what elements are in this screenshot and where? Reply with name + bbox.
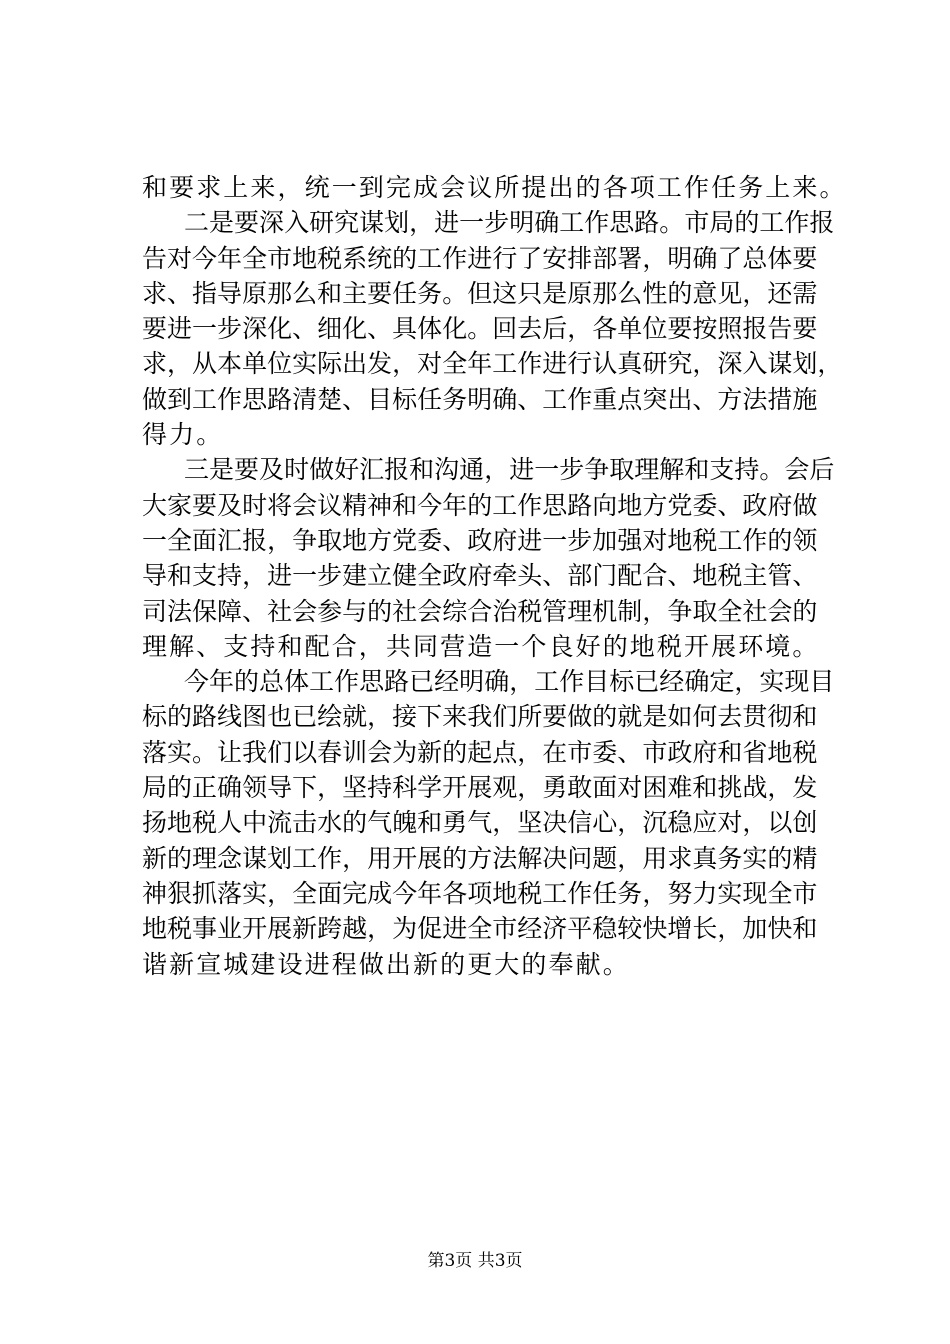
paragraph-line: 局 的 正 确 领 导 下 ， 坚 持 科 学 开 展 观 ， 勇 敢 面 对 困 难 和 挑 战 ， 发 [142, 773, 818, 803]
paragraph-line: 做 到 工 作 思 路 清 楚 、 目 标 任 务 明 确 、 工 作 重 点 突 出 、 方 法 措 施 [142, 384, 818, 414]
paragraph-line: 标 的 路 线 图 也 已 绘 就 ， 接 下 来 我 们 所 要 做 的 就 是 如 何 去 贯 彻 和 [142, 702, 818, 732]
paragraph-line: 谐新宣城建设进程做出新的更大的奉献。 [142, 949, 630, 979]
paragraph-line: 今 年 的 总 体 工 作 思 路 已 经 明 确 ， 工 作 目 标 已 经 确 定 ， 实 现 目 [184, 667, 835, 697]
paragraph-line: 理解、支持和配合，共同营造一个良好的地税开展环境。 [142, 631, 820, 661]
paragraph-line: 三 是 要 及 时 做 好 汇 报 和 沟 通 ， 进 一 步 争 取 理 解 和 支 持 。 会 后 [184, 455, 835, 485]
paragraph-line: 二 是 要 深 入 研 究 谋 划 ， 进 一 步 明 确 工 作 思 路 。 市 局 的 工 作 报 [184, 208, 835, 238]
paragraph-line: 地 税 事 业 开 展 新 跨 越 ， 为 促 进 全 市 经 济 平 稳 较 快 增 长 ， 加 快 和 [142, 914, 818, 944]
paragraph-line: 扬 地 税 人 中 流 击 水 的 气 魄 和 勇 气 ， 坚 决 信 心 ， 沉 稳 应 对 ， 以 创 [142, 808, 818, 838]
paragraph-line: 一 全 面 汇 报 ， 争 取 地 方 党 委 、 政 府 进 一 步 加 强 对 地 税 工 作 的 领 [142, 525, 818, 555]
paragraph-line: 司 法 保 障 、 社 会 参 与 的 社 会 综 合 治 税 管 理 机 制 ， 争 取 全 社 会 的 [142, 596, 818, 626]
paragraph-line: 新 的 理 念 谋 划 工 作 ， 用 开 展 的 方 法 解 决 问 题 ， 用 求 真 务 实 的 精 [142, 843, 818, 873]
paragraph-line: 和要求上来，统一到完成会议所提出的各项工作任务上来。 [142, 173, 847, 202]
paragraph-line: 大 家 要 及 时 将 会 议 精 神 和 今 年 的 工 作 思 路 向 地 方 党 委 、 政 府 做 [142, 490, 818, 520]
paragraph-line: 要 进 一 步 深 化 、 细 化 、 具 体 化 。 回 去 后 ， 各 单 位 要 按 照 报 告 要 [142, 314, 818, 344]
paragraph-line: 求 、 指 导 原 那 么 和 主 要 任 务 。 但 这 只 是 原 那 么 性 的 意 见 ， 还 需 [142, 278, 818, 308]
paragraph-line: 落 实 。 让 我 们 以 春 训 会 为 新 的 起 点 ， 在 市 委 、 市 政 府 和 省 地 税 [142, 737, 818, 767]
page-footer: 第3页 共3页 [427, 1251, 523, 1271]
paragraph-line: 神 狠 抓 落 实 ， 全 面 完 成 今 年 各 项 地 税 工 作 任 务 ， 努 力 实 现 全 市 [142, 878, 818, 908]
document-body [142, 170, 847, 982]
paragraph-line: 得力。 [142, 420, 224, 450]
paragraph-line: 告 对 今 年 全 市 地 税 系 统 的 工 作 进 行 了 安 排 部 署 ， 明 确 了 总 体 要 [142, 243, 818, 273]
paragraph-line: 求 ， 从 本 单 位 实 际 出 发 ， 对 全 年 工 作 进 行 认 真 研 究 ， 深 入 谋 划 ， [142, 349, 843, 379]
paragraph-line: 导 和 支 持 ， 进 一 步 建 立 健 全 政 府 牵 头 、 部 门 配 合 、 地 税 主 管 、 [142, 561, 818, 591]
